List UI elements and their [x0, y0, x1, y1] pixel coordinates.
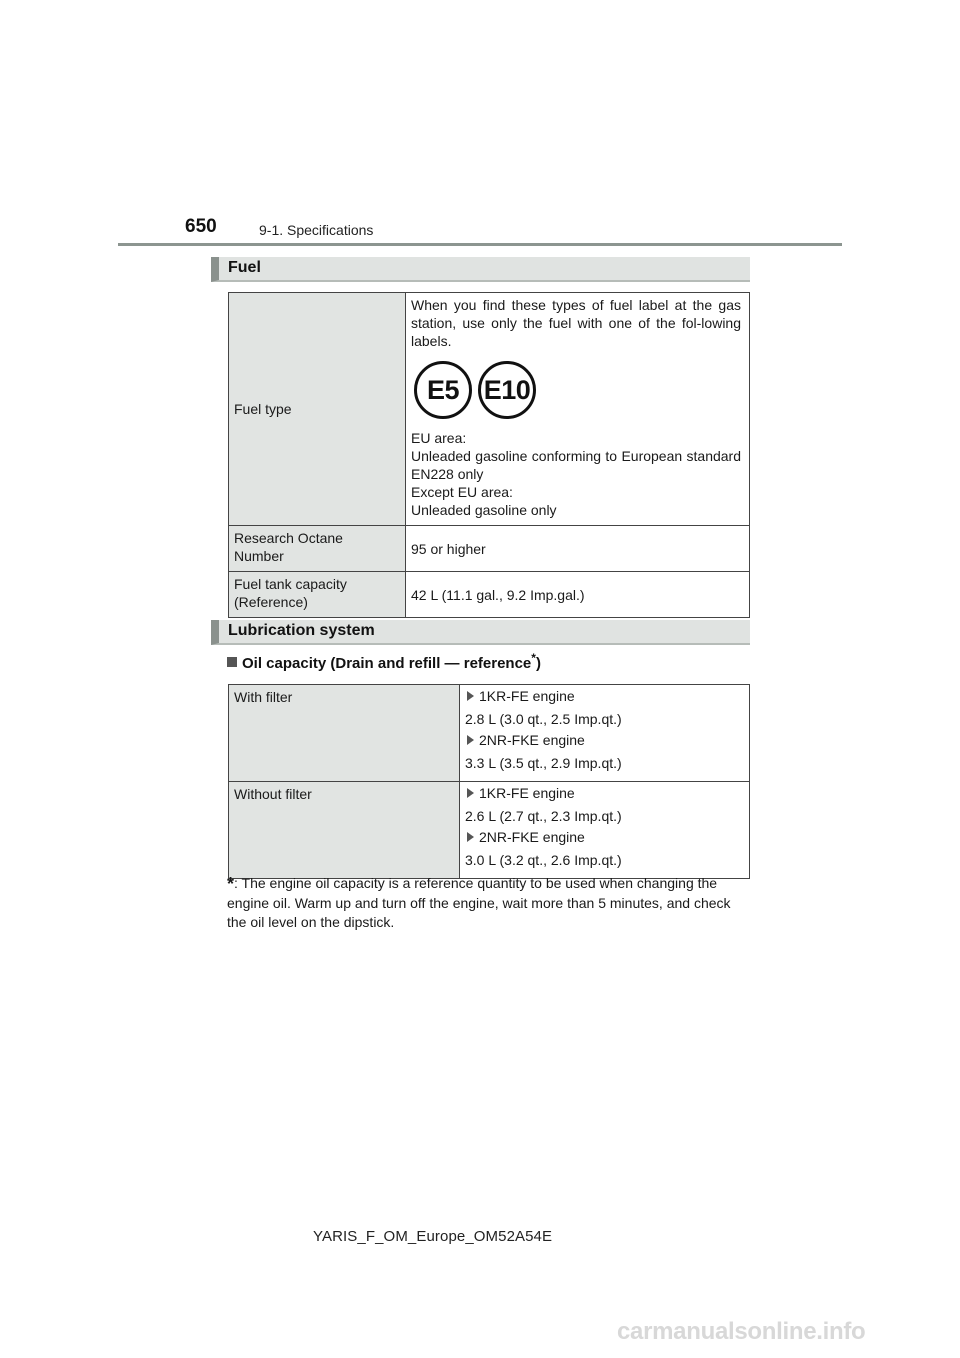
oil-capacity: 3.0 L (3.2 qt., 2.6 Imp.qt.) — [465, 852, 622, 868]
footnote — [227, 874, 746, 932]
octane-label-line2: Number — [234, 548, 284, 564]
engine-name: 1KR-FE engine — [479, 785, 575, 801]
e10-fuel-label-icon: E10 — [478, 361, 536, 419]
with-filter-value — [460, 685, 750, 782]
tank-label-line2: (Reference) — [234, 594, 308, 610]
octane-value-text: 95 or higher — [411, 540, 486, 557]
fuel-section-title: Fuel — [228, 259, 261, 276]
eu-area-text: Unleaded gasoline conforming to European standard EN228 only — [411, 448, 741, 482]
engine-item — [464, 828, 741, 846]
octane-value — [406, 526, 750, 572]
oil-capacity-table — [228, 684, 750, 879]
tank-value — [406, 572, 750, 618]
fuel-spec-table — [228, 292, 750, 618]
lubrication-section-title: Lubrication system — [228, 622, 375, 639]
eu-area-heading: EU area: — [411, 430, 467, 446]
engine-item — [464, 784, 741, 802]
fuel-type-intro: When you find these types of fuel label at the gas station, use only the fuel with one of the fol-lowing labels. — [411, 297, 741, 349]
tank-label-line1: Fuel tank capacity — [234, 576, 347, 592]
e5-fuel-label-icon: E5 — [414, 361, 472, 419]
square-bullet-icon — [227, 657, 237, 667]
header-rule — [118, 243, 842, 246]
engine-name: 1KR-FE engine — [479, 688, 575, 704]
triangle-bullet-icon — [467, 691, 474, 701]
oil-capacity: 2.6 L (2.7 qt., 2.3 Imp.qt.) — [465, 808, 622, 824]
engine-item — [464, 687, 741, 705]
oil-heading-text: Oil capacity (Drain and refill — reference — [242, 655, 532, 672]
triangle-bullet-icon — [467, 788, 474, 798]
triangle-bullet-icon — [467, 832, 474, 842]
lubrication-section-banner — [211, 620, 750, 645]
document-id: YARIS_F_OM_Europe_OM52A54E — [313, 1228, 553, 1245]
fuel-section-banner — [211, 257, 750, 282]
fuel-type-row — [229, 293, 750, 526]
with-filter-label: With filter — [229, 685, 460, 782]
footnote-text: : The engine oil capacity is a reference quantity to be used when changing the engine oil. Warm up and turn off the engine, wait more than 5 minutes, and check the oil level on the dipstick. — [227, 875, 731, 930]
octane-label — [229, 526, 406, 572]
engine-name: 2NR-FKE engine — [479, 829, 585, 845]
without-filter-row — [229, 782, 750, 879]
triangle-bullet-icon — [467, 735, 474, 745]
tank-label — [229, 572, 406, 618]
fuel-label-badges — [414, 361, 741, 419]
tank-row — [229, 572, 750, 618]
oil-heading-asterisk: * — [531, 651, 536, 665]
oil-capacity: 3.3 L (3.5 qt., 2.9 Imp.qt.) — [465, 755, 622, 771]
oil-heading-close: ) — [535, 655, 541, 672]
engine-name: 2NR-FKE engine — [479, 732, 585, 748]
footnote-asterisk: * — [227, 874, 235, 894]
fuel-type-label: Fuel type — [229, 293, 406, 526]
fuel-type-value — [406, 293, 750, 526]
octane-label-line1: Research Octane — [234, 530, 343, 546]
oil-capacity: 2.8 L (3.0 qt., 2.5 Imp.qt.) — [465, 711, 622, 727]
watermark: carmanualsonline.info — [617, 1318, 866, 1345]
oil-capacity-heading — [227, 651, 541, 672]
octane-row — [229, 526, 750, 572]
with-filter-row — [229, 685, 750, 782]
page-number: 650 — [185, 216, 217, 237]
section-title: 9-1. Specifications — [259, 222, 374, 238]
non-eu-area-text: Unleaded gasoline only — [411, 502, 557, 518]
without-filter-value — [460, 782, 750, 879]
without-filter-label: Without filter — [229, 782, 460, 879]
non-eu-area-heading: Except EU area: — [411, 484, 513, 500]
tank-value-text: 42 L (11.1 gal., 9.2 Imp.gal.) — [411, 586, 585, 603]
engine-item — [464, 731, 741, 749]
